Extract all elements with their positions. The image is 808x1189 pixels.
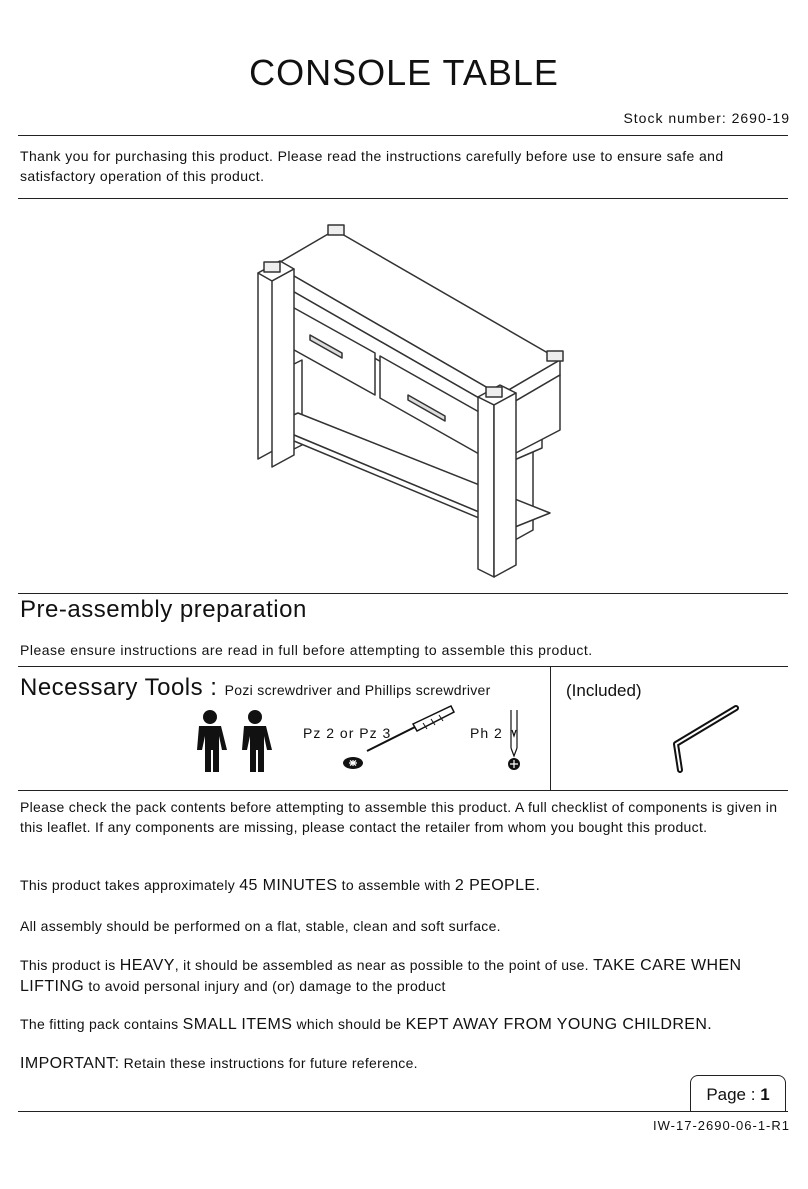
take-care-value: TAKE CARE WHEN LIFTING <box>20 957 742 995</box>
two-people-icon <box>193 710 277 772</box>
important-text <box>20 1053 780 1074</box>
time-text-pre: This product takes approximately <box>20 877 240 893</box>
keep-away-value: KEPT AWAY FROM YOUNG CHILDREN. <box>405 1016 713 1033</box>
fitting-text-pre: The fitting pack contains <box>20 1016 183 1032</box>
ensure-text: Please ensure instructions are read in full before attempting to assemble this product. <box>20 642 593 658</box>
pozi-tip-icon <box>342 756 364 770</box>
time-text-mid: to assemble with <box>337 877 455 893</box>
tools-heading <box>20 674 491 702</box>
tools-title: Necessary Tools : <box>20 674 218 701</box>
screwdriver-icon <box>365 703 455 753</box>
fitting-pack-text <box>20 1014 780 1035</box>
heavy-text-pre: This product is <box>20 957 120 973</box>
divider <box>18 666 788 667</box>
divider <box>18 198 788 199</box>
divider <box>18 593 788 594</box>
included-label: (Included) <box>566 681 642 700</box>
tools-subtitle: Pozi screwdriver and Phillips screwdriver <box>224 682 491 698</box>
stock-number <box>623 110 790 126</box>
intro-text: Thank you for purchasing this product. Please read the instructions carefully before use to ensure safe and satisfactory operation of this product. <box>20 148 724 184</box>
document-title: CONSOLE TABLE <box>249 52 559 93</box>
people-value: 2 PEOPLE. <box>454 877 541 894</box>
assembly-time-text <box>20 875 780 896</box>
heavy-warning-text <box>20 955 780 997</box>
check-contents-text: Please check the pack contents before attempting to assemble this product. A full checklist of components is given in this leaflet. If any components are missing, please contact the retailer from whom you bought this product. <box>20 799 778 835</box>
divider <box>18 790 788 791</box>
allen-key-icon <box>664 704 744 774</box>
page-number: 1 <box>760 1085 770 1104</box>
important-label: IMPORTANT: <box>20 1055 120 1072</box>
stock-label: Stock number: <box>623 110 727 126</box>
stock-value: 2690-19 <box>731 110 790 126</box>
document-id: IW-17-2690-06-1-R1 <box>653 1118 790 1133</box>
divider <box>18 135 788 136</box>
heavy-text-mid: , it should be assembled as near as possible to the point of use. <box>174 957 594 973</box>
section-title-preassembly: Pre-assembly preparation <box>20 596 307 623</box>
fitting-text-mid: which should be <box>292 1016 406 1032</box>
heavy-value: HEAVY <box>119 957 175 974</box>
page-label: Page : <box>706 1085 756 1104</box>
pozi-label: Pz 2 or Pz 3 <box>303 725 392 741</box>
small-items-value: SMALL ITEMS <box>182 1016 293 1033</box>
console-table-illustration <box>250 215 580 585</box>
phillips-bit-icon <box>505 710 523 772</box>
heavy-text-post: to avoid personal injury and (or) damage to the product <box>84 978 446 994</box>
important-body: Retain these instructions for future reference. <box>119 1055 418 1071</box>
tools-divider <box>550 666 551 790</box>
phillips-label: Ph 2 <box>470 725 503 741</box>
time-value: 45 MINUTES <box>239 877 338 894</box>
surface-text: All assembly should be performed on a flat, stable, clean and soft surface. <box>20 918 501 934</box>
divider <box>18 1111 788 1112</box>
page-indicator <box>690 1075 786 1111</box>
